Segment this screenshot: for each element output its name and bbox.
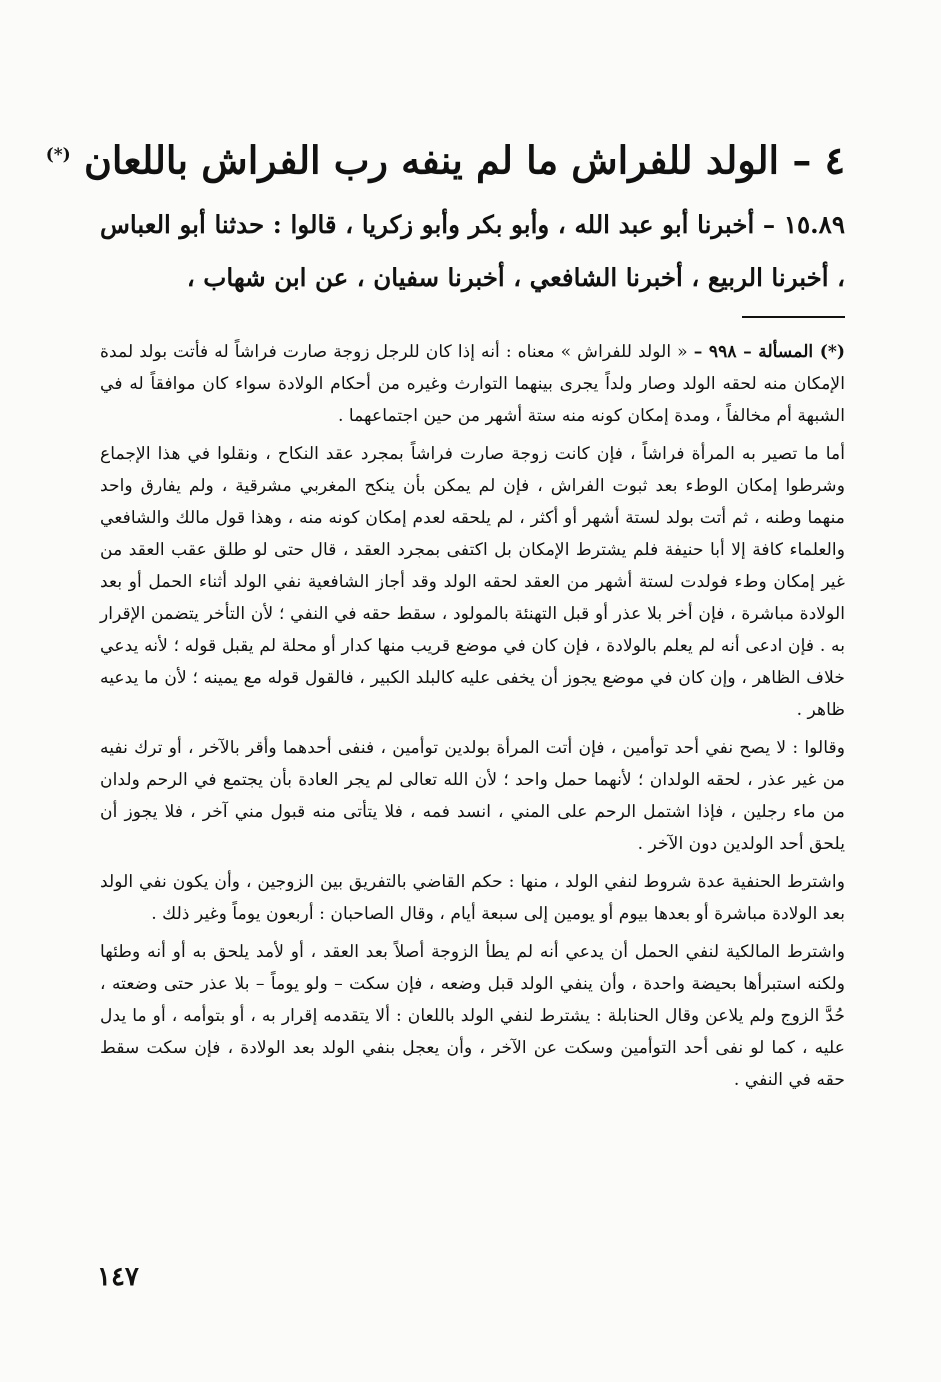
footnote-paragraph-5: واشترط المالكية لنفي الحمل أن يدعي أنه لم يطأ الزوجة أصلاً بعد العقد ، أو لأمد يلحق به أو أنه وطئها ولكنه استبرأها بحيضة واحدة ، وأن ينفي الولد قبل وضعه ، فإن سكت – ولو يوماً – بلا عذر حتى وضعته ، حُدَّ الزوج ولم يلاعن وقال الحنابلة : يشترط لنفي الولد باللعان : ألا يتقدمه إقرار به ، أو بتوأمه ، أو ما يدل عليه ، كما لو نفى أحد التوأمين وسكت عن الآخر ، وأن يعجل بنفي الولد بعد الولادة ، فإن سكت سقط حقه في النفي .	[100, 941, 845, 1090]
footnote-paragraph-1	[100, 336, 845, 432]
footnote-block	[100, 336, 845, 1096]
section-heading	[45, 118, 845, 198]
footnote-label: (*) المسألة – ٩٩٨ –	[693, 341, 845, 362]
footnote-marker: (*)	[45, 145, 71, 165]
heading-text: ٤ – الولد للفراش ما لم ينفه رب الفراش باللعان	[83, 137, 845, 183]
hadith-text: ١٥.٨٩ – أخبرنا أبو عبد الله ، وأبو بكر وأبو زكريا ، قالوا : حدثنا أبو العباس ، أخبرنا الربيع ، أخبرنا الشافعي ، أخبرنا سفيان ، عن ابن شهاب ،	[100, 209, 845, 292]
page-number: ١٤٧	[97, 1262, 139, 1292]
footnote-paragraph-2: أما ما تصير به المرأة فراشاً ، فإن كانت زوجة صارت فراشاً بمجرد عقد النكاح ، ونقلوا في هذا الإجماع وشرطوا إمكان الوطء بعد ثبوت الفراش ، فإن لم يمكن بأن ينكح المغربي مشرقية ، ولم يفارق واحد منهما وطنه ، ثم أتت بولد لستة أشهر أو أكثر ، لم يلحقه لعدم إمكان كونه منه ، وهذا قول مالك والشافعي والعلماء كافة إلا أبا حنيفة فلم يشترط الإمكان بل اكتفى بمجرد العقد ، قال حتى لو طلق عقب العقد من غير إمكان وطء فولدت لستة أشهر من العقد لحقه الولد وقد أجاز الشافعية نفي الولد أثناء الحمل أو بعد الولادة مباشرة ، فإن أخر بلا عذر أو قبل التهنئة بالمولود ، سقط حقه في النفي ؛ لأن التأخر يتضمن الإقرار به . فإن ادعى أنه لم يعلم بالولادة ، فإن كان في موضع قريب منها كدار أو محلة لم يقبل قوله ؛ لأنه يدعي خلاف الظاهر ، وإن كان في موضع يجوز أن يخفى عليه كالبلد الكبير ، فالقول قوله مع يمينه ؛ لأن ما يدعيه ظاهر .	[100, 443, 846, 720]
footnote-divider	[742, 316, 845, 318]
footnote-paragraph-4: واشترط الحنفية عدة شروط لنفي الولد ، منها : حكم القاضي بالتفريق بين الزوجين ، وأن يكون نفي الولد بعد الولادة مباشرة أو بعدها بيوم أو يومين إلى سبعة أيام ، وقال الصاحبان : أربعون يوماً وغير ذلك .	[100, 871, 845, 924]
page-body	[45, 118, 846, 1102]
footnote-paragraph-3: وقالوا : لا يصح نفي أحد توأمين ، فإن أتت المرأة بولدين توأمين ، فنفى أحدهما وأقر بالآخر ، أو ترك نفيه من غير عذر ، لحقه الولدان ؛ لأنهما حمل واحد ؛ لأن الله تعالى لم يجر العادة بأن يجتمع في الرحم ولدان من ماء رجلين ، فإذا اشتمل الرحم على المني ، انسد فمه ، فلا يتأتى منه قبول مني آخر ، فلا يجوز أن يلحق أحد الولدين دون الآخر .	[100, 737, 845, 854]
footnote-paragraph-1-text: « الولد للفراش » معناه : أنه إذا كان للرجل زوجة صارت فراشاً له فأتت بولد لمدة الإمكان منه لحقه الولد وصار ولداً يجرى بينهما التوارث وغيره من أحكام الولادة سواء كان موافقاً له في الشبهة أم مخالفاً ، ومدة إمكان كونه منه ستة أشهر من حين اجتماعهما .	[100, 341, 845, 426]
